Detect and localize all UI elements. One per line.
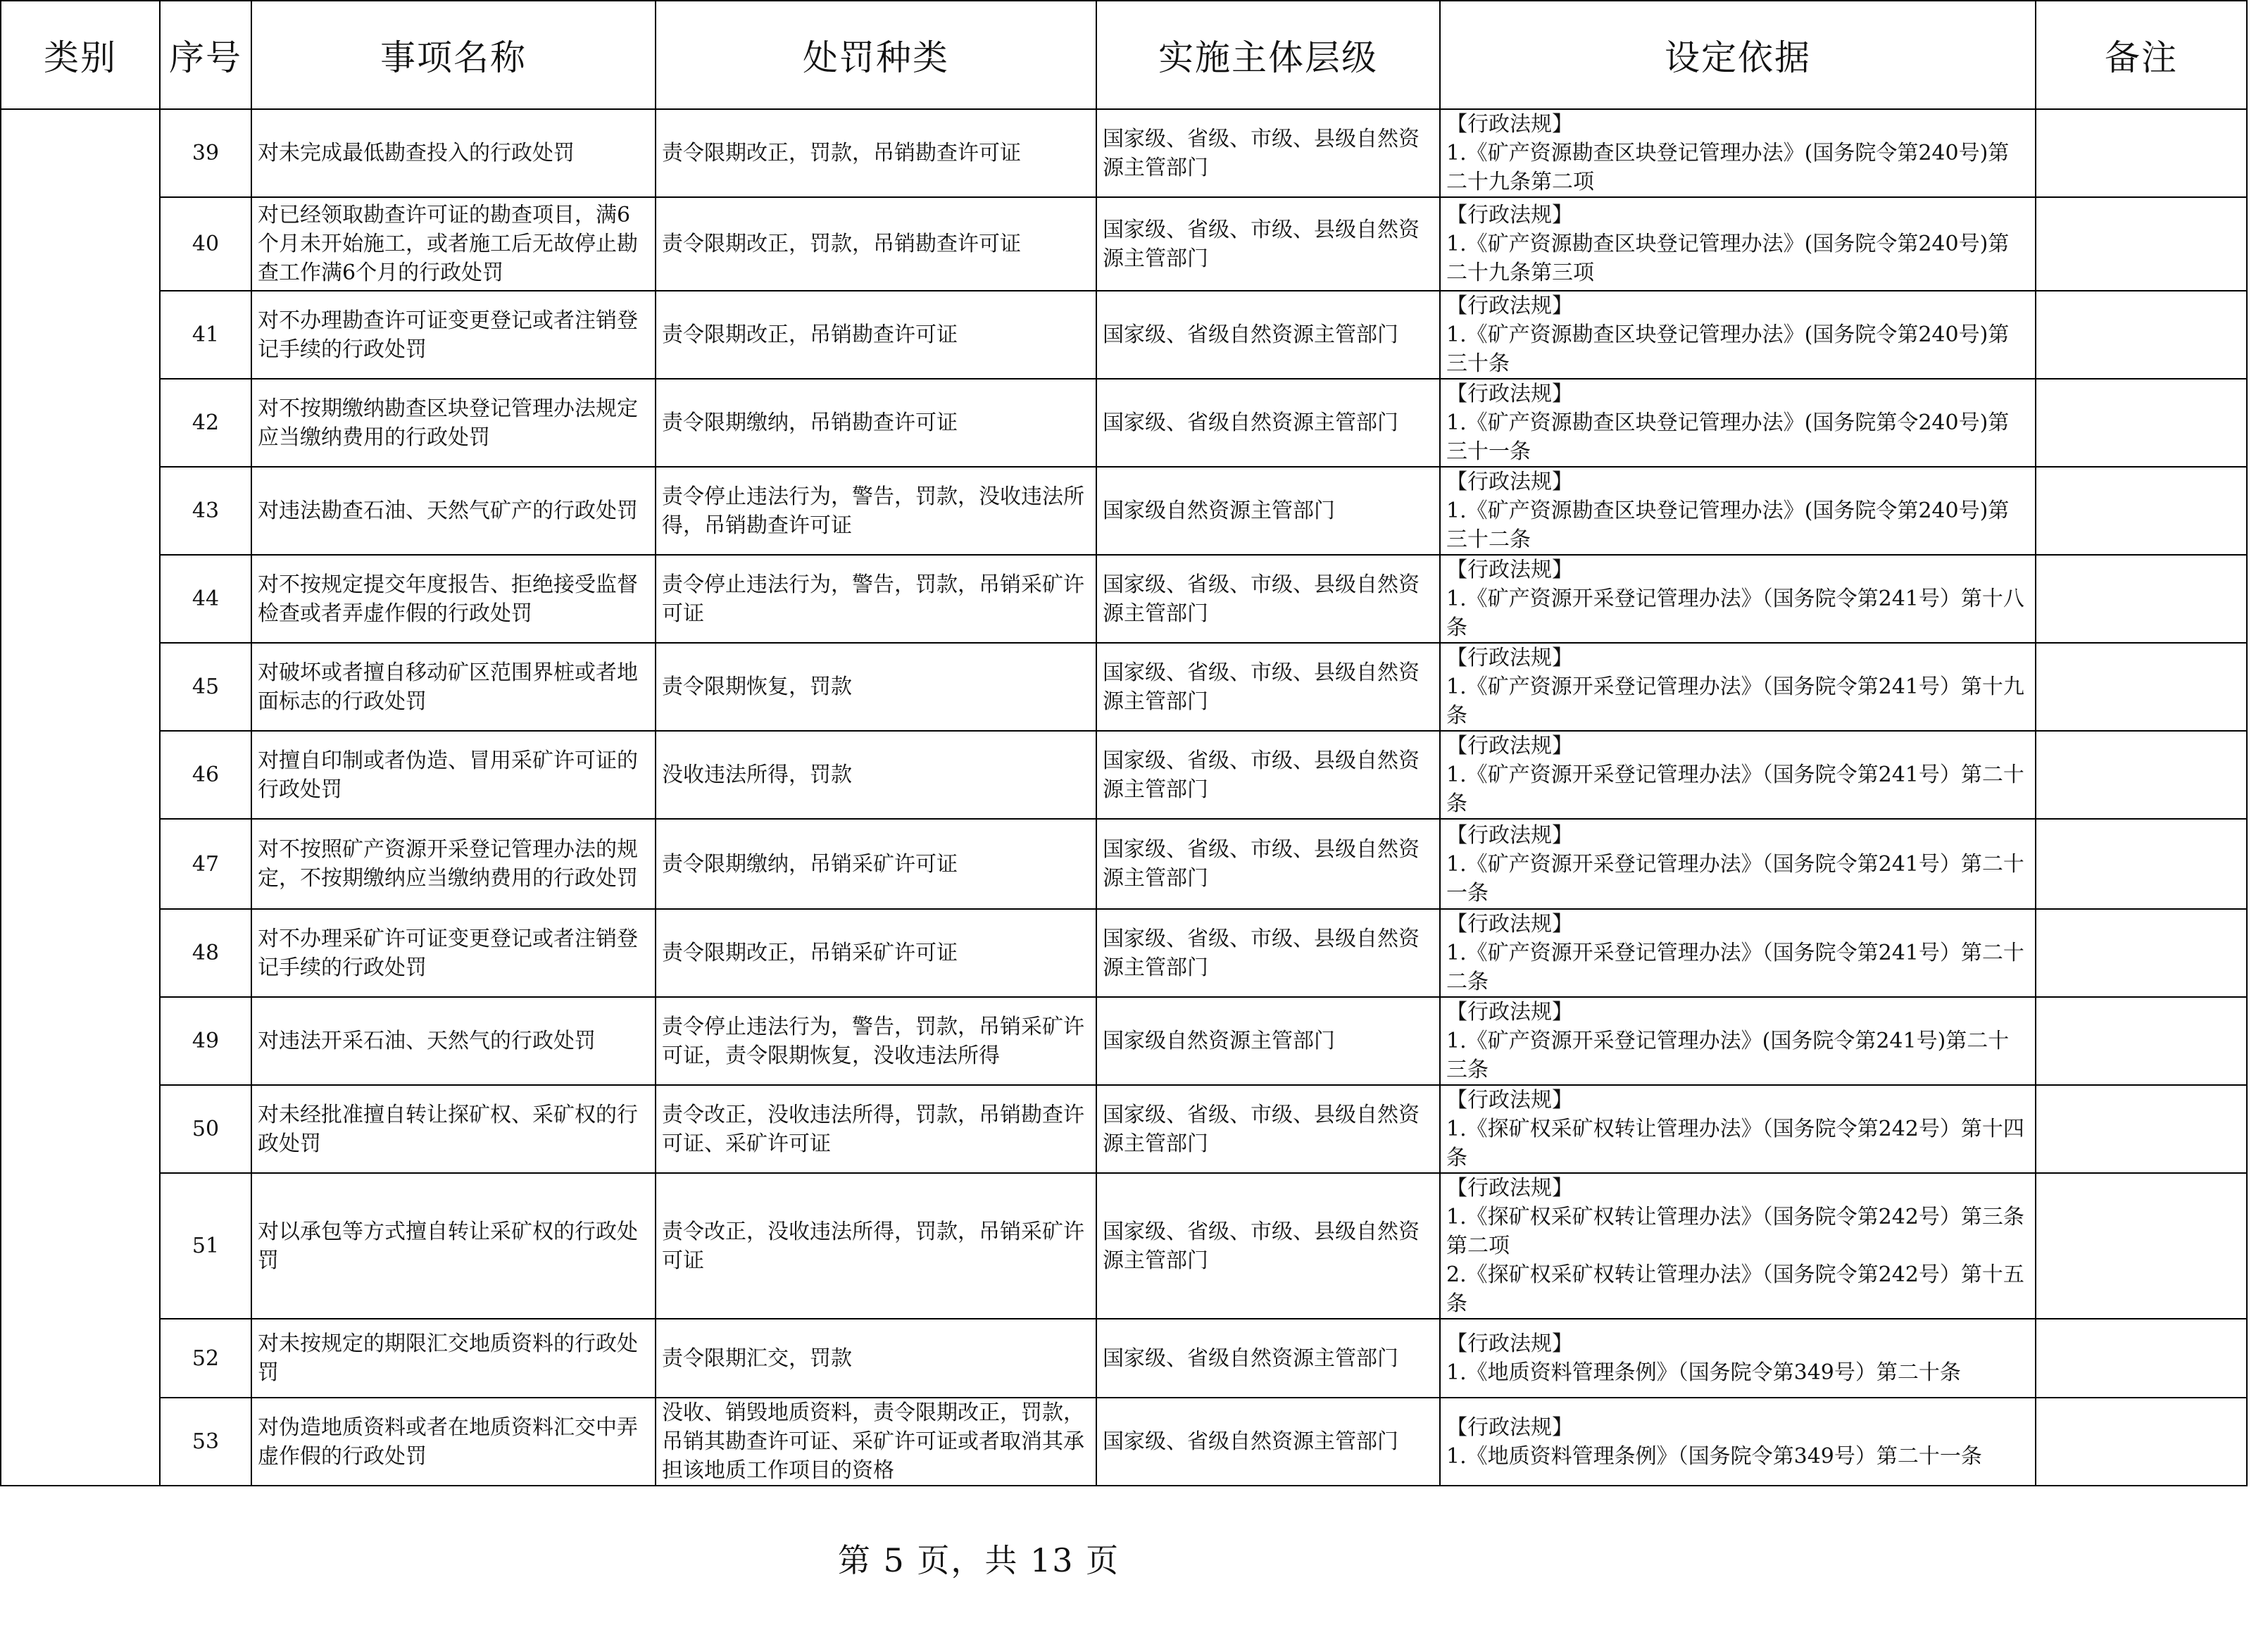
basis-citation: 2.《探矿权采矿权转让管理办法》（国务院令第242号）第十五条: [1446, 1262, 2024, 1316]
basis-category-title: 【行政法规】: [1446, 734, 1573, 758]
penalty-type-cell: 责令改正，没收违法所得，罚款，吊销勘查许可证、采矿许可证: [656, 1085, 1096, 1173]
header-penalty-type: 处罚种类: [656, 1, 1096, 109]
header-authority-level: 实施主体层级: [1096, 1, 1440, 109]
table-row: [1, 555, 2247, 643]
table-row: [1, 291, 2247, 379]
basis-category-title: 【行政法规】: [1446, 1415, 1573, 1440]
legal-basis-cell: [1440, 1398, 2036, 1486]
basis-citation: 1.《探矿权采矿权转让管理办法》（国务院令第242号）第三条第二项: [1446, 1205, 2024, 1258]
table-row: [1, 1398, 2247, 1486]
authority-level-cell: 国家级、省级自然资源主管部门: [1096, 1398, 1440, 1486]
row-number: 48: [160, 909, 251, 997]
basis-category-title: 【行政法规】: [1446, 558, 1573, 582]
legal-basis-cell: [1440, 1319, 2036, 1398]
penalty-type-cell: 责令限期改正，罚款，吊销勘查许可证: [656, 197, 1096, 291]
item-name-cell: 对未按规定的期限汇交地质资料的行政处罚: [251, 1319, 656, 1398]
item-name-cell: 对擅自印制或者伪造、冒用采矿许可证的行政处罚: [251, 731, 656, 819]
item-name-cell: 对不按规定提交年度报告、拒绝接受监督检查或者弄虚作假的行政处罚: [251, 555, 656, 643]
item-name-cell: 对以承包等方式擅自转让采矿权的行政处罚: [251, 1173, 656, 1319]
legal-basis-cell: [1440, 379, 2036, 467]
basis-citation: 1.《矿产资源开采登记管理办法》（国务院令第241号）第十九条: [1446, 675, 2024, 728]
table-row: [1, 197, 2247, 291]
item-name-cell: 对不办理采矿许可证变更登记或者注销登记手续的行政处罚: [251, 909, 656, 997]
authority-level-cell: 国家级、省级自然资源主管部门: [1096, 379, 1440, 467]
penalty-type-cell: 责令限期恢复，罚款: [656, 643, 1096, 731]
remark-cell: [2036, 997, 2247, 1085]
basis-citation: 1.《矿产资源开采登记管理办法》（国务院令第241号）第十八条: [1446, 587, 2024, 640]
authority-level-cell: 国家级、省级、市级、县级自然资源主管部门: [1096, 643, 1440, 731]
legal-basis-cell: [1440, 909, 2036, 997]
remark-cell: [2036, 819, 2247, 909]
item-name-cell: 对已经领取勘查许可证的勘查项目，满6个月未开始施工，或者施工后无故停止勘查工作满6个月的行政处罚: [251, 197, 656, 291]
header-legal-basis: 设定依据: [1440, 1, 2036, 109]
basis-category-title: 【行政法规】: [1446, 294, 1573, 318]
basis-citation: 1.《矿产资源开采登记管理办法》（国务院令第241号）第二十条: [1446, 763, 2024, 816]
basis-category-title: 【行政法规】: [1446, 382, 1573, 406]
header-category: 类别: [1, 1, 160, 109]
penalty-type-cell: 责令限期汇交，罚款: [656, 1319, 1096, 1398]
table-row: [1, 819, 2247, 909]
legal-basis-cell: [1440, 197, 2036, 291]
penalty-type-cell: 责令限期改正，吊销勘查许可证: [656, 291, 1096, 379]
authority-level-cell: 国家级、省级自然资源主管部门: [1096, 1319, 1440, 1398]
row-number: 49: [160, 997, 251, 1085]
remark-cell: [2036, 291, 2247, 379]
basis-category-title: 【行政法规】: [1446, 822, 1573, 848]
penalty-type-cell: 没收违法所得，罚款: [656, 731, 1096, 819]
legal-basis-cell: [1440, 467, 2036, 555]
table-row: [1, 379, 2247, 467]
remark-cell: [2036, 379, 2247, 467]
penalty-type-cell: 责令限期改正，罚款，吊销勘查许可证: [656, 109, 1096, 197]
basis-citation: 1.《矿产资源勘查区块登记管理办法》(国务院令第240号)第三十条: [1446, 322, 2010, 376]
remark-cell: [2036, 1398, 2247, 1486]
basis-citation: 1.《矿产资源勘查区块登记管理办法》(国务院令第240号)第三十二条: [1446, 499, 2010, 552]
basis-category-title: 【行政法规】: [1446, 470, 1573, 494]
row-number: 44: [160, 555, 251, 643]
authority-level-cell: 国家级、省级、市级、县级自然资源主管部门: [1096, 1173, 1440, 1319]
legal-basis-cell: [1440, 1085, 2036, 1173]
legal-basis-cell: [1440, 997, 2036, 1085]
row-number: 51: [160, 1173, 251, 1319]
table-row: [1, 1319, 2247, 1398]
table-row: [1, 909, 2247, 997]
legal-basis-cell: [1440, 109, 2036, 197]
legal-basis-cell: [1440, 1173, 2036, 1319]
basis-category-title: 【行政法规】: [1446, 646, 1573, 670]
penalty-type-cell: 责令限期改正，吊销采矿许可证: [656, 909, 1096, 997]
table-row: [1, 109, 2247, 197]
basis-citation: 1.《矿产资源开采登记管理办法》（国务院令第241号）第二十一条: [1446, 851, 2024, 905]
item-name-cell: 对未经批准擅自转让探矿权、采矿权的行政处罚: [251, 1085, 656, 1173]
row-number: 43: [160, 467, 251, 555]
basis-category-title: 【行政法规】: [1446, 1331, 1573, 1356]
authority-level-cell: 国家级自然资源主管部门: [1096, 467, 1440, 555]
authority-level-cell: 国家级、省级自然资源主管部门: [1096, 291, 1440, 379]
remark-cell: [2036, 467, 2247, 555]
penalty-type-cell: 责令限期缴纳，吊销采矿许可证: [656, 819, 1096, 909]
authority-level-cell: 国家级、省级、市级、县级自然资源主管部门: [1096, 197, 1440, 291]
basis-citation: 1.《地质资料管理条例》（国务院令第349号）第二十条: [1446, 1360, 1961, 1385]
item-name-cell: 对破坏或者擅自移动矿区范围界桩或者地面标志的行政处罚: [251, 643, 656, 731]
table-row: [1, 1085, 2247, 1173]
table-row: [1, 731, 2247, 819]
remark-cell: [2036, 1319, 2247, 1398]
table-row: [1, 643, 2247, 731]
legal-basis-cell: [1440, 731, 2036, 819]
item-name-cell: 对违法开采石油、天然气的行政处罚: [251, 997, 656, 1085]
remark-cell: [2036, 1173, 2247, 1319]
legal-basis-cell: [1440, 291, 2036, 379]
penalty-type-cell: 责令限期缴纳，吊销勘查许可证: [656, 379, 1096, 467]
authority-level-cell: 国家级自然资源主管部门: [1096, 997, 1440, 1085]
row-number: 46: [160, 731, 251, 819]
remark-cell: [2036, 109, 2247, 197]
item-name-cell: 对未完成最低勘查投入的行政处罚: [251, 109, 656, 197]
remark-cell: [2036, 643, 2247, 731]
row-number: 53: [160, 1398, 251, 1486]
row-number: 47: [160, 819, 251, 909]
row-number: 39: [160, 109, 251, 197]
header-remark: 备注: [2036, 1, 2247, 109]
basis-category-title: 【行政法规】: [1446, 1176, 1573, 1200]
basis-category-title: 【行政法规】: [1446, 112, 1573, 137]
remark-cell: [2036, 197, 2247, 291]
penalty-type-cell: 责令停止违法行为，警告，罚款，吊销采矿许可证，责令限期恢复，没收违法所得: [656, 997, 1096, 1085]
basis-citation: 1.《探矿权采矿权转让管理办法》（国务院令第242号）第十四条: [1446, 1117, 2024, 1170]
row-number: 40: [160, 197, 251, 291]
authority-level-cell: 国家级、省级、市级、县级自然资源主管部门: [1096, 909, 1440, 997]
authority-level-cell: 国家级、省级、市级、县级自然资源主管部门: [1096, 731, 1440, 819]
row-number: 41: [160, 291, 251, 379]
legal-basis-cell: [1440, 555, 2036, 643]
item-name-cell: 对违法勘查石油、天然气矿产的行政处罚: [251, 467, 656, 555]
header-item-name: 事项名称: [251, 1, 656, 109]
remark-cell: [2036, 555, 2247, 643]
basis-citation: 1.《矿产资源勘查区块登记管理办法》(国务院令第240号)第二十九条第三项: [1446, 232, 2010, 285]
row-number: 52: [160, 1319, 251, 1398]
header-number: 序号: [160, 1, 251, 109]
authority-level-cell: 国家级、省级、市级、县级自然资源主管部门: [1096, 555, 1440, 643]
remark-cell: [2036, 1085, 2247, 1173]
basis-citation: 1.《地质资料管理条例》（国务院令第349号）第二十一条: [1446, 1443, 1982, 1469]
item-name-cell: 对不按照矿产资源开采登记管理办法的规定，不按期缴纳应当缴纳费用的行政处罚: [251, 819, 656, 909]
item-name-cell: 对不按期缴纳勘查区块登记管理办法规定应当缴纳费用的行政处罚: [251, 379, 656, 467]
table-body: [1, 109, 2247, 1486]
penalty-type-cell: 没收、销毁地质资料，责令限期改正，罚款，吊销其勘查许可证、采矿许可证或者取消其承担该地质工作项目的资格: [656, 1398, 1096, 1486]
table-header-row: [1, 1, 2247, 109]
legal-basis-cell: [1440, 819, 2036, 909]
row-number: 42: [160, 379, 251, 467]
basis-citation: 1.《矿产资源勘查区块登记管理办法》(国务院令第240号)第二十九条第二项: [1446, 141, 2010, 194]
category-cell: [1, 109, 160, 1486]
penalty-type-cell: 责令改正，没收违法所得，罚款，吊销采矿许可证: [656, 1173, 1096, 1319]
authority-level-cell: 国家级、省级、市级、县级自然资源主管部门: [1096, 819, 1440, 909]
row-number: 45: [160, 643, 251, 731]
penalty-type-cell: 责令停止违法行为，警告，罚款，没收违法所得，吊销勘查许可证: [656, 467, 1096, 555]
basis-citation: 1.《矿产资源开采登记管理办法》（国务院令第241号）第二十二条: [1446, 941, 2024, 994]
basis-citation: 1.《矿产资源勘查区块登记管理办法》(国务院第令240号)第三十一条: [1446, 410, 2010, 464]
page-footer: 第 5 页，共 13 页: [837, 1541, 1120, 1579]
row-number: 50: [160, 1085, 251, 1173]
authority-level-cell: 国家级、省级、市级、县级自然资源主管部门: [1096, 109, 1440, 197]
basis-category-title: 【行政法规】: [1446, 1000, 1573, 1024]
table-row: [1, 1173, 2247, 1319]
item-name-cell: 对伪造地质资料或者在地质资料汇交中弄虚作假的行政处罚: [251, 1398, 656, 1486]
table-row: [1, 997, 2247, 1085]
table-row: [1, 467, 2247, 555]
basis-category-title: 【行政法规】: [1446, 203, 1573, 227]
legal-basis-cell: [1440, 643, 2036, 731]
authority-level-cell: 国家级、省级、市级、县级自然资源主管部门: [1096, 1085, 1440, 1173]
penalty-type-cell: 责令停止违法行为，警告，罚款，吊销采矿许可证: [656, 555, 1096, 643]
basis-category-title: 【行政法规】: [1446, 1088, 1573, 1112]
remark-cell: [2036, 909, 2247, 997]
basis-category-title: 【行政法规】: [1446, 912, 1573, 936]
remark-cell: [2036, 731, 2247, 819]
item-name-cell: 对不办理勘查许可证变更登记或者注销登记手续的行政处罚: [251, 291, 656, 379]
basis-citation: 1.《矿产资源开采登记管理办法》(国务院令第241号)第二十三条: [1446, 1029, 2010, 1082]
